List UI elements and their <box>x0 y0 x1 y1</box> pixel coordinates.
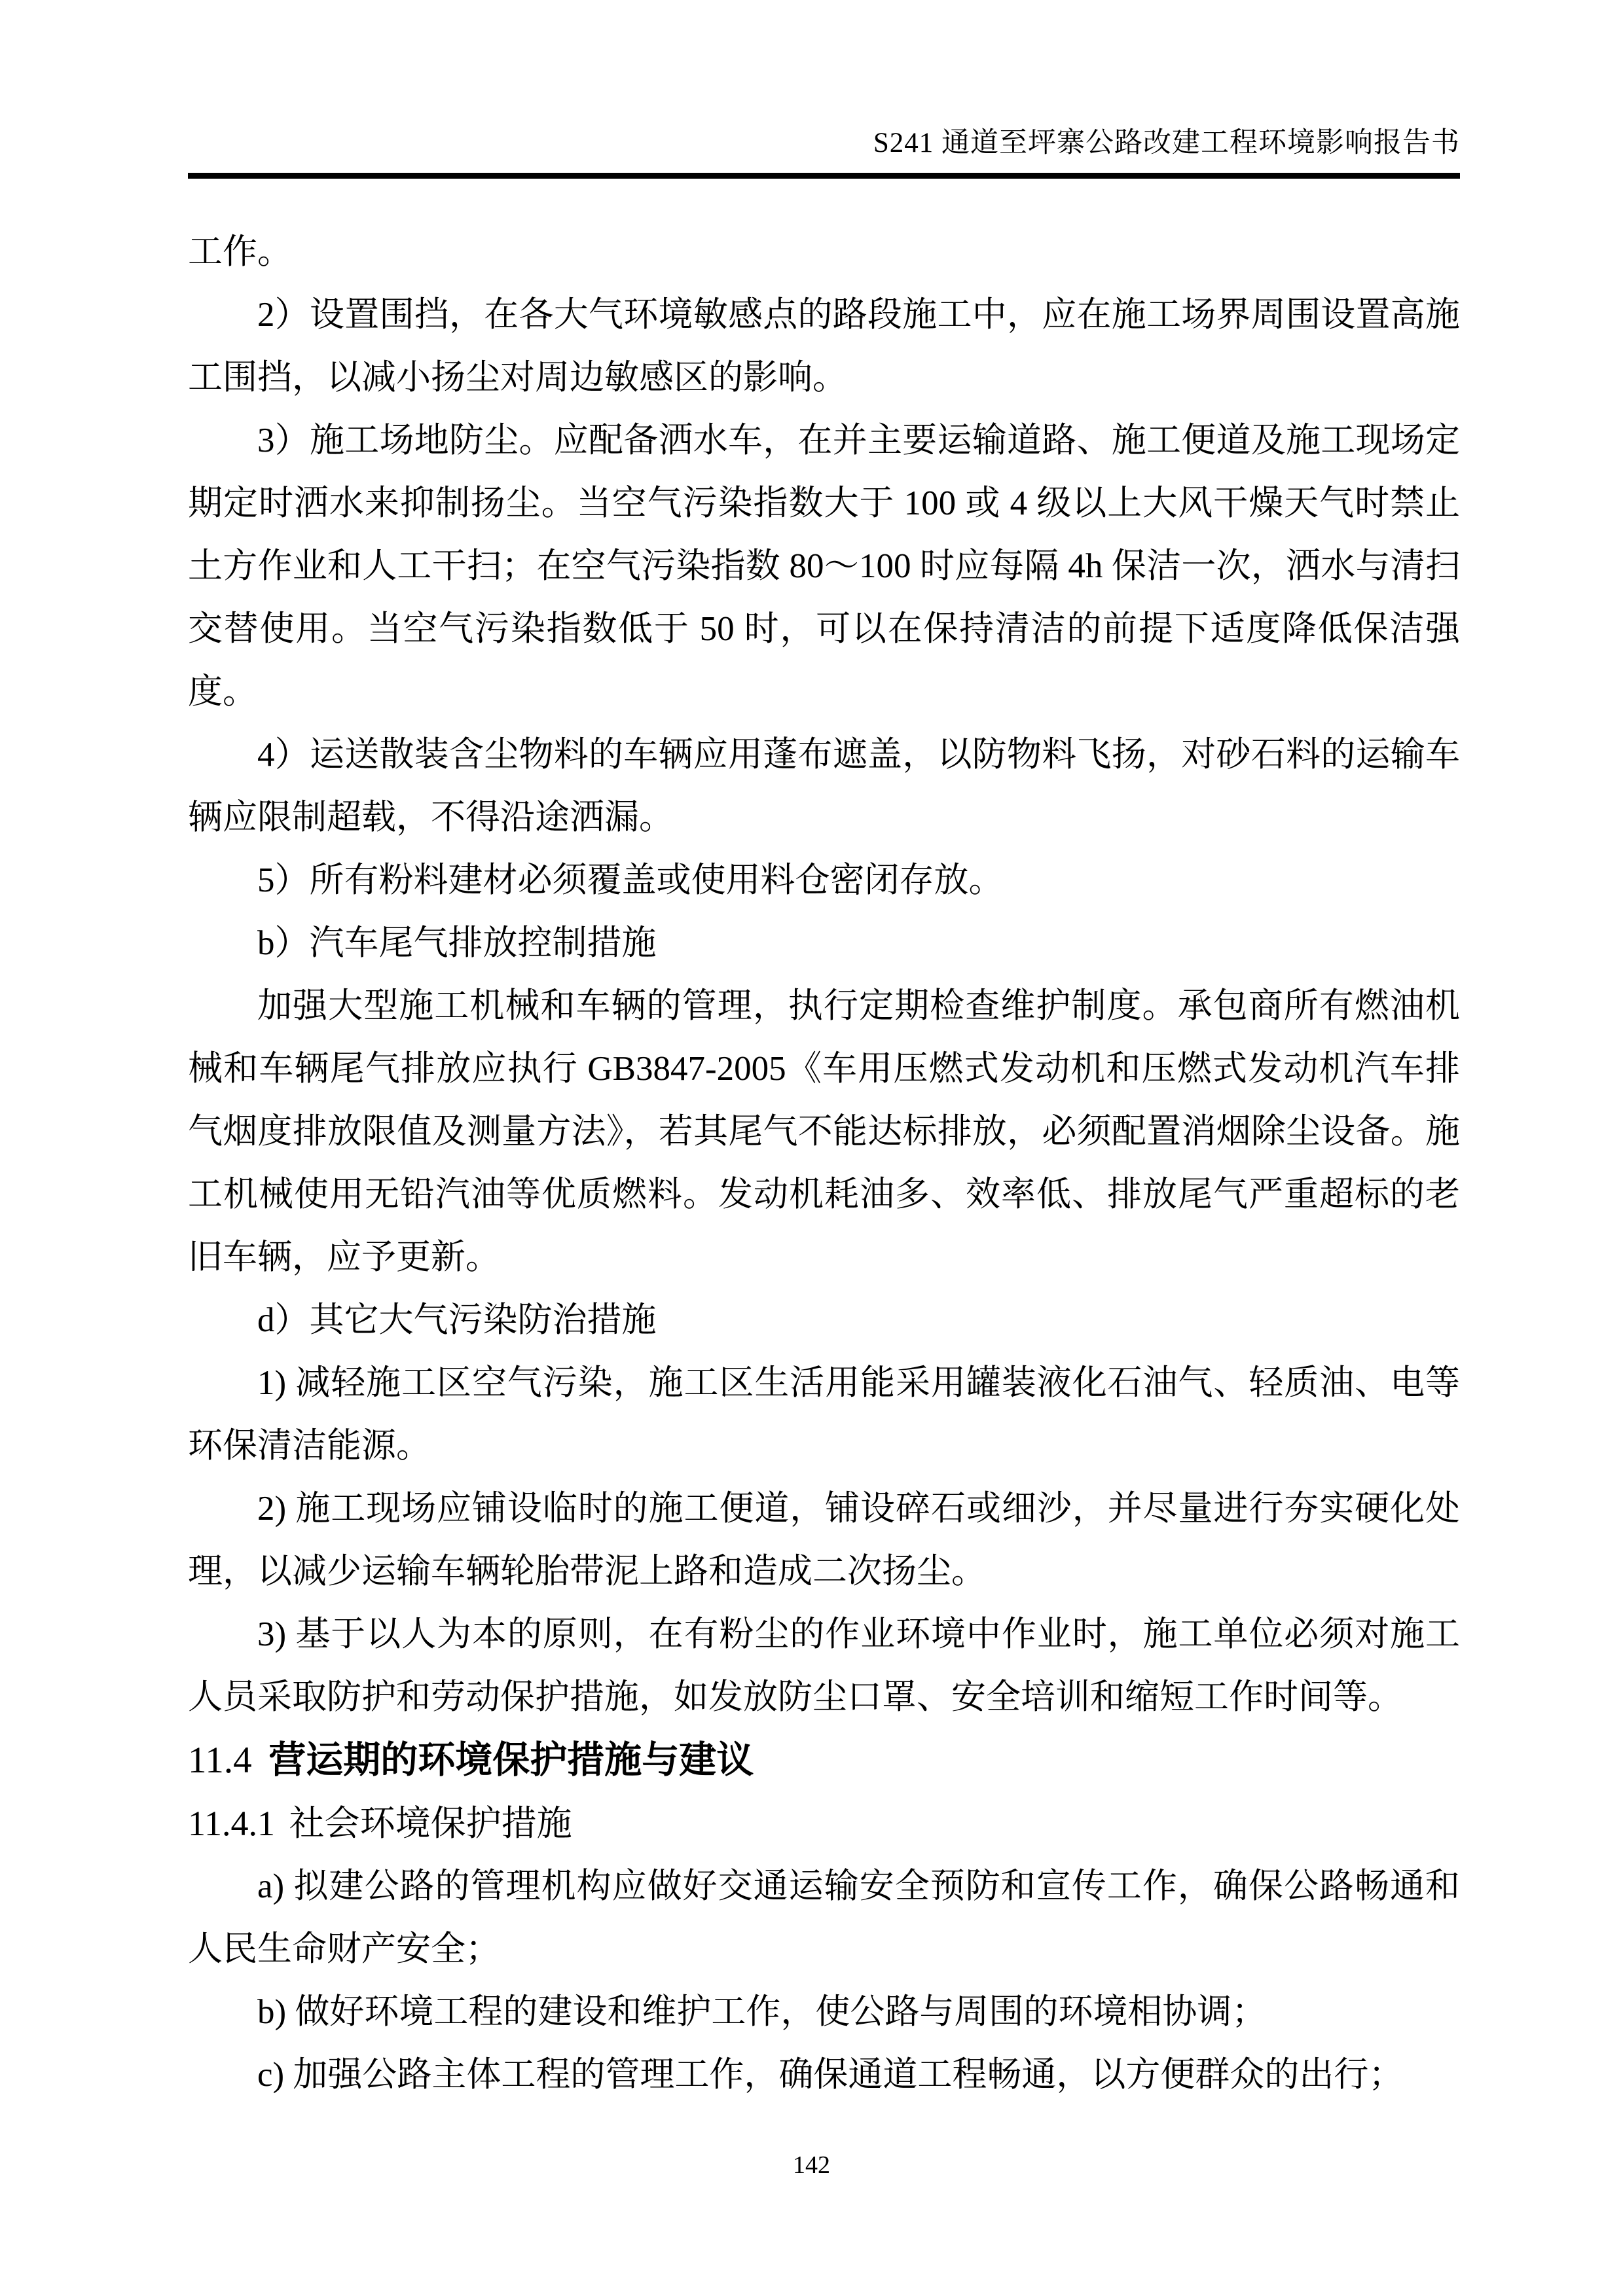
paragraph: a) 拟建公路的管理机构应做好交通运输安全预防和宣传工作，确保公路畅通和人民生命财产安全； <box>188 1867 1460 1968</box>
paragraph: d）其它大气污染防治措施 <box>257 1301 657 1339</box>
paragraph: 5）所有粉料建材必须覆盖或使用料仓密闭存放。 <box>257 861 1004 899</box>
header-rule <box>188 173 1460 179</box>
paragraph: 2）设置围挡，在各大气环境敏感点的路段施工中，应在施工场界周围设置高施工围挡，以减小扬尘对周边敏感区的影响。 <box>188 296 1460 397</box>
paragraph: 2) 施工现场应铺设临时的施工便道，铺设碎石或细沙，并尽量进行夯实硬化处理，以减少运输车辆轮胎带泥上路和造成二次扬尘。 <box>188 1490 1460 1590</box>
heading-number: 11.4.1 <box>188 1804 275 1843</box>
page-number: 142 <box>793 2151 830 2179</box>
paragraph: 加强大型施工机械和车辆的管理，执行定期检查维护制度。承包商所有燃油机械和车辆尾气排放应执行 GB3847-2005《车用压燃式发动机和压燃式发动机汽车排气烟度排放限值及测量方法》，若其尾气不能达标排放，必须配置消烟除尘设备。施工机械使用无铅汽油等优质燃料。发动机耗油多、效率低、排放尾气严重超标的老旧车辆，应予更新。 <box>188 987 1460 1276</box>
paragraph: 4）运送散装含尘物料的车辆应用蓬布遮盖，以防物料飞扬，对砂石料的运输车辆应限制超载，不得沿途洒漏。 <box>188 736 1460 836</box>
paragraph: 3) 基于以人为本的原则，在有粉尘的作业环境中作业时，施工单位必须对施工人员采取防护和劳动保护措施，如发放防尘口罩、安全培训和缩短工作时间等。 <box>188 1615 1460 1716</box>
document-body <box>188 221 1460 2106</box>
heading-title: 营运期的环境保护措施与建议 <box>268 1739 754 1781</box>
section-heading <box>188 1729 1460 1792</box>
paragraph: 3）施工场地防尘。应配备洒水车，在并主要运输道路、施工便道及施工现场定期定时洒水来抑制扬尘。当空气污染指数大于 100 或 4 级以上大风干燥天气时禁止土方作业和人工干扫；在空气污染指数 80～100 时应每隔 4h 保洁一次，洒水与清扫交替使用。当空气污染指数低于 50 时，可以在保持清洁的前提下适度降低保洁强度。 <box>188 422 1460 711</box>
heading-title: 社会环境保护措施 <box>289 1804 572 1843</box>
page-header-title: S241 通道至坪寨公路改建工程环境影响报告书 <box>873 128 1460 158</box>
paragraph: c) 加强公路主体工程的管理工作，确保通道工程畅通，以方便群众的出行； <box>257 2056 1404 2094</box>
subsection-heading <box>188 1792 1460 1855</box>
paragraph: 1) 减轻施工区空气污染，施工区生活用能采用罐装液化石油气、轻质油、电等环保清洁能源。 <box>188 1364 1460 1465</box>
heading-number: 11.4 <box>188 1740 252 1781</box>
paragraph: 工作。 <box>188 233 292 271</box>
paragraph: b）汽车尾气排放控制措施 <box>257 924 657 962</box>
paragraph: b) 做好环境工程的建设和维护工作，使公路与周围的环境相协调； <box>257 1993 1267 2031</box>
